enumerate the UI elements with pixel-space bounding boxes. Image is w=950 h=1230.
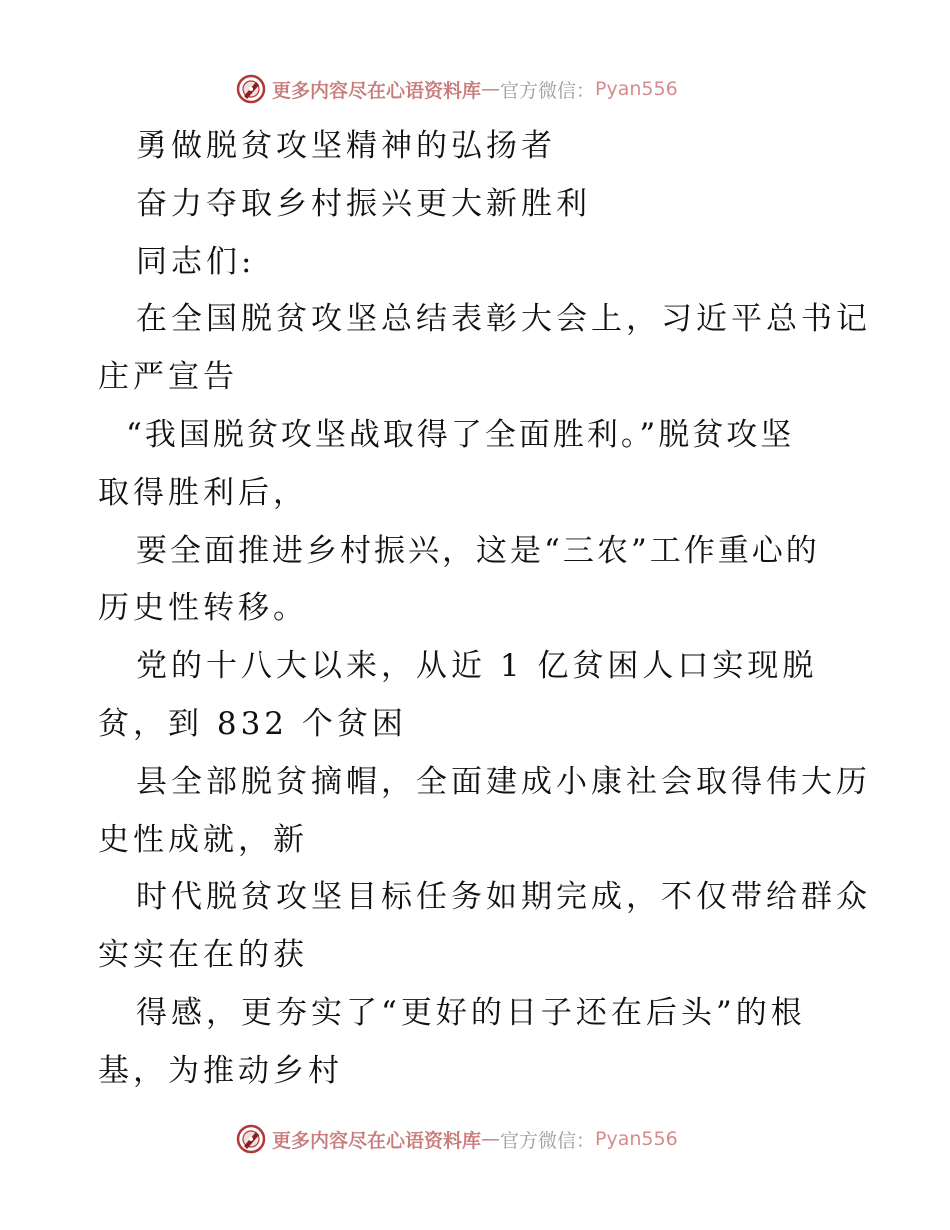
banner-text: 更多内容尽在心语资料库 (272, 1129, 482, 1152)
banner-separator: — (481, 78, 501, 100)
text-line: 时代脱贫攻坚目标任务如期完成，不仅带给群众 (136, 879, 871, 916)
text-line: 历史性转移。 (98, 590, 308, 627)
banner-text: 更多内容尽在心语资料库 (272, 79, 482, 102)
text-line: 取得胜利后， (98, 474, 308, 511)
pen-nib-logo-icon (236, 74, 266, 104)
text-line: 党的十八大以来，从近 1 亿贫困人口实现脱 (136, 648, 818, 685)
paragraph (98, 407, 858, 523)
banner-wechat-label: 官方微信： (500, 1129, 596, 1152)
text-line: 奋力夺取乡村振兴更大新胜利 (136, 185, 591, 222)
banner-wechat-id: Pyan556 (595, 1128, 678, 1150)
text-line: 要全面推进乡村振兴，这是“三农”工作重心的 (136, 532, 820, 569)
document-body (98, 118, 871, 1101)
text-line: “我国脱贫攻坚战取得了全面胜利。”脱贫攻坚 (126, 416, 795, 453)
text-line: 在全国脱贫攻坚总结表彰大会上，习近平总书记 (136, 301, 871, 338)
footer-watermark (236, 1122, 678, 1156)
text-line: 庄严宣告 (98, 359, 238, 396)
paragraph (98, 869, 871, 985)
text-line: 贫，到 832 个贫困 (98, 705, 407, 742)
banner-wechat-id: Pyan556 (595, 78, 678, 100)
header-watermark (236, 72, 678, 106)
text-line: 得感，更夯实了“更好的日子还在后头”的根 (136, 994, 806, 1031)
title-line-1 (98, 118, 858, 176)
salutation (98, 234, 858, 292)
text-line: 县全部脱贫摘帽，全面建成小康社会取得伟大历 (136, 763, 871, 800)
paragraph (98, 638, 858, 754)
paragraph (98, 754, 871, 870)
text-line: 实实在在的获 (98, 937, 308, 974)
banner-separator: — (481, 1128, 501, 1150)
paragraph (98, 523, 858, 639)
paragraph (98, 985, 858, 1101)
text-line: 勇做脱贫攻坚精神的弘扬者 (136, 128, 556, 164)
pen-nib-logo-icon (236, 1124, 266, 1154)
text-line: 同志们: (136, 243, 256, 280)
text-line: 史性成就，新 (98, 821, 308, 858)
paragraph (98, 291, 871, 407)
text-line: 基，为推动乡村 (98, 1052, 343, 1089)
banner-wechat-label: 官方微信： (500, 79, 596, 102)
title-line-2 (98, 176, 858, 234)
